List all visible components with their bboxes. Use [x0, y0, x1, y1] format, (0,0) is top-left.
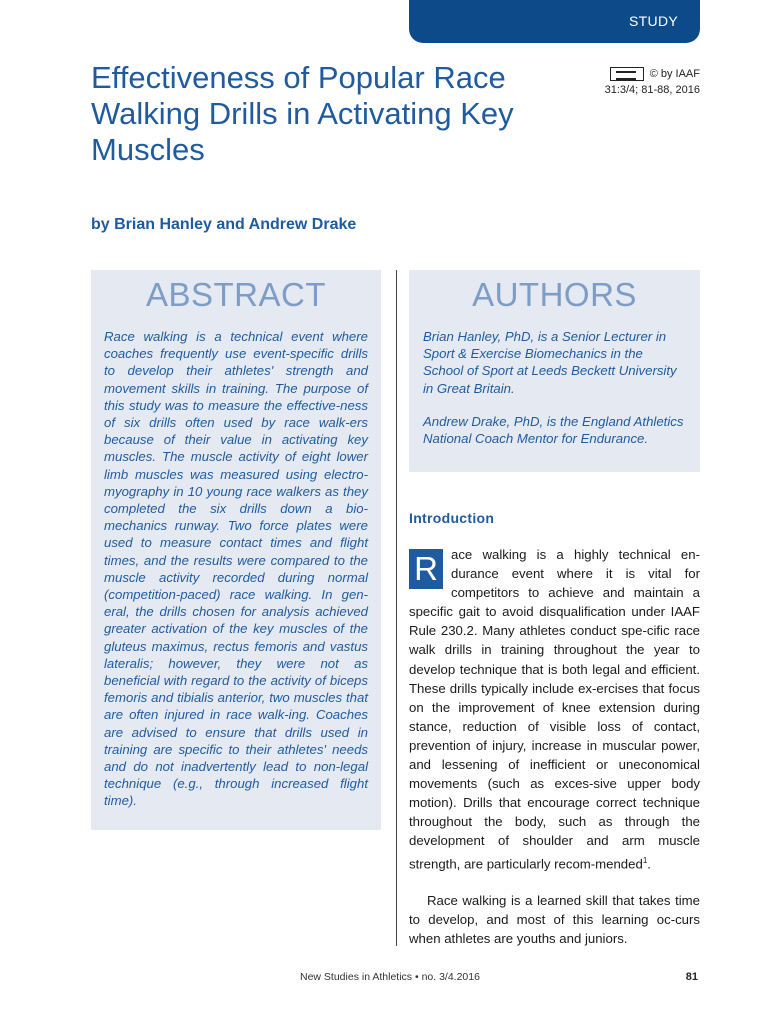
intro-paragraph-1 [409, 545, 700, 873]
volume-text: 31:3/4; 81-88, 2016 [604, 84, 700, 96]
authors-heading: AUTHORS [472, 276, 637, 313]
page-number: 81 [685, 971, 698, 983]
nsa-logo-icon [610, 67, 644, 81]
intro-paragraph-1-end: . [647, 855, 651, 871]
introduction-heading: Introduction [409, 510, 495, 526]
copyright-text: © by IAAF [649, 68, 700, 80]
authors-box [409, 270, 700, 472]
abstract-box [91, 270, 381, 830]
section-tab-label: STUDY [629, 13, 678, 29]
author-bio-2: Andrew Drake, PhD, is the England Athletics National Coach Mentor for Endurance. [423, 413, 684, 447]
reference-marker[interactable]: 1 [642, 855, 648, 865]
article-title: Effectiveness of Popular Race Walking Drills in Activating Key Muscles [91, 60, 514, 167]
abstract-text: Race walking is a technical event where coaches frequently use event-specific drills to develop their athletes' strength and movement skills in training. The purpose of this study was to measure the effective-ness of six drills often used by race walk-ers because of their value in activating key muscles. The muscle activity of eight lower limb muscles was measured using electro-myography in 10 young race walkers as they completed the six drills down a bio-mechanics runway. Two force plates were used to measure contact times and flight times, and the results were compared to the muscle activity recorded during normal (competition-paced) race walking. In gen-eral, the drills chosen for analysis achieved greater activation of the key muscles of the gluteus maximus, rectus femoris and vastus lateralis; however, they were not as beneficial with regard to the activity of biceps femoris and tibialis anterior, two muscles that are often injured in race walk-ing. Coaches are advised to ensure that drills used in training are specific to their athletes' needs and do not inadvertently lead to non-legal technique (e.g., through increased flight time). [104, 329, 368, 809]
section-tab [409, 0, 700, 43]
byline: by Brian Hanley and Andrew Drake [91, 216, 357, 233]
column-divider [396, 270, 397, 946]
drop-cap: R [409, 549, 443, 589]
intro-paragraph-1-text: ace walking is a highly technical en-durance event where it is vital for competitors to achieve and maintain a specific gait to avoid disqualification under IAAF Rule 230.2. Many athletes conduct spe-cific race walk drills in training throughout the year to develop technique that is both legal and efficient. These drills typically include ex-ercises that focus on the improvement of knee extension during stance, reduction of visible loss of contact, prevention of injury, increase in muscular power, and lessening of inefficient or uneconomical movements (such as exces-sive upper body motion). Drills that encourage correct technique throughout the body, such as through the development of shoulder and arm muscle strength, are particularly recom-mended [409, 547, 700, 871]
intro-paragraph-2: Race walking is a learned skill that takes time to develop, and most of this learning oc-curs when athletes are youths and juniors. [409, 892, 700, 947]
abstract-heading: ABSTRACT [145, 276, 327, 313]
introduction-body [409, 545, 700, 948]
footer-journal: New Studies in Athletics • no. 3/4.2016 [300, 971, 480, 983]
citation-block [560, 66, 700, 98]
author-bio-1: Brian Hanley, PhD, is a Senior Lecturer in Sport & Exercise Biomechanics in the School of Sport at Leeds Beckett University in Great Britain. [423, 329, 677, 396]
